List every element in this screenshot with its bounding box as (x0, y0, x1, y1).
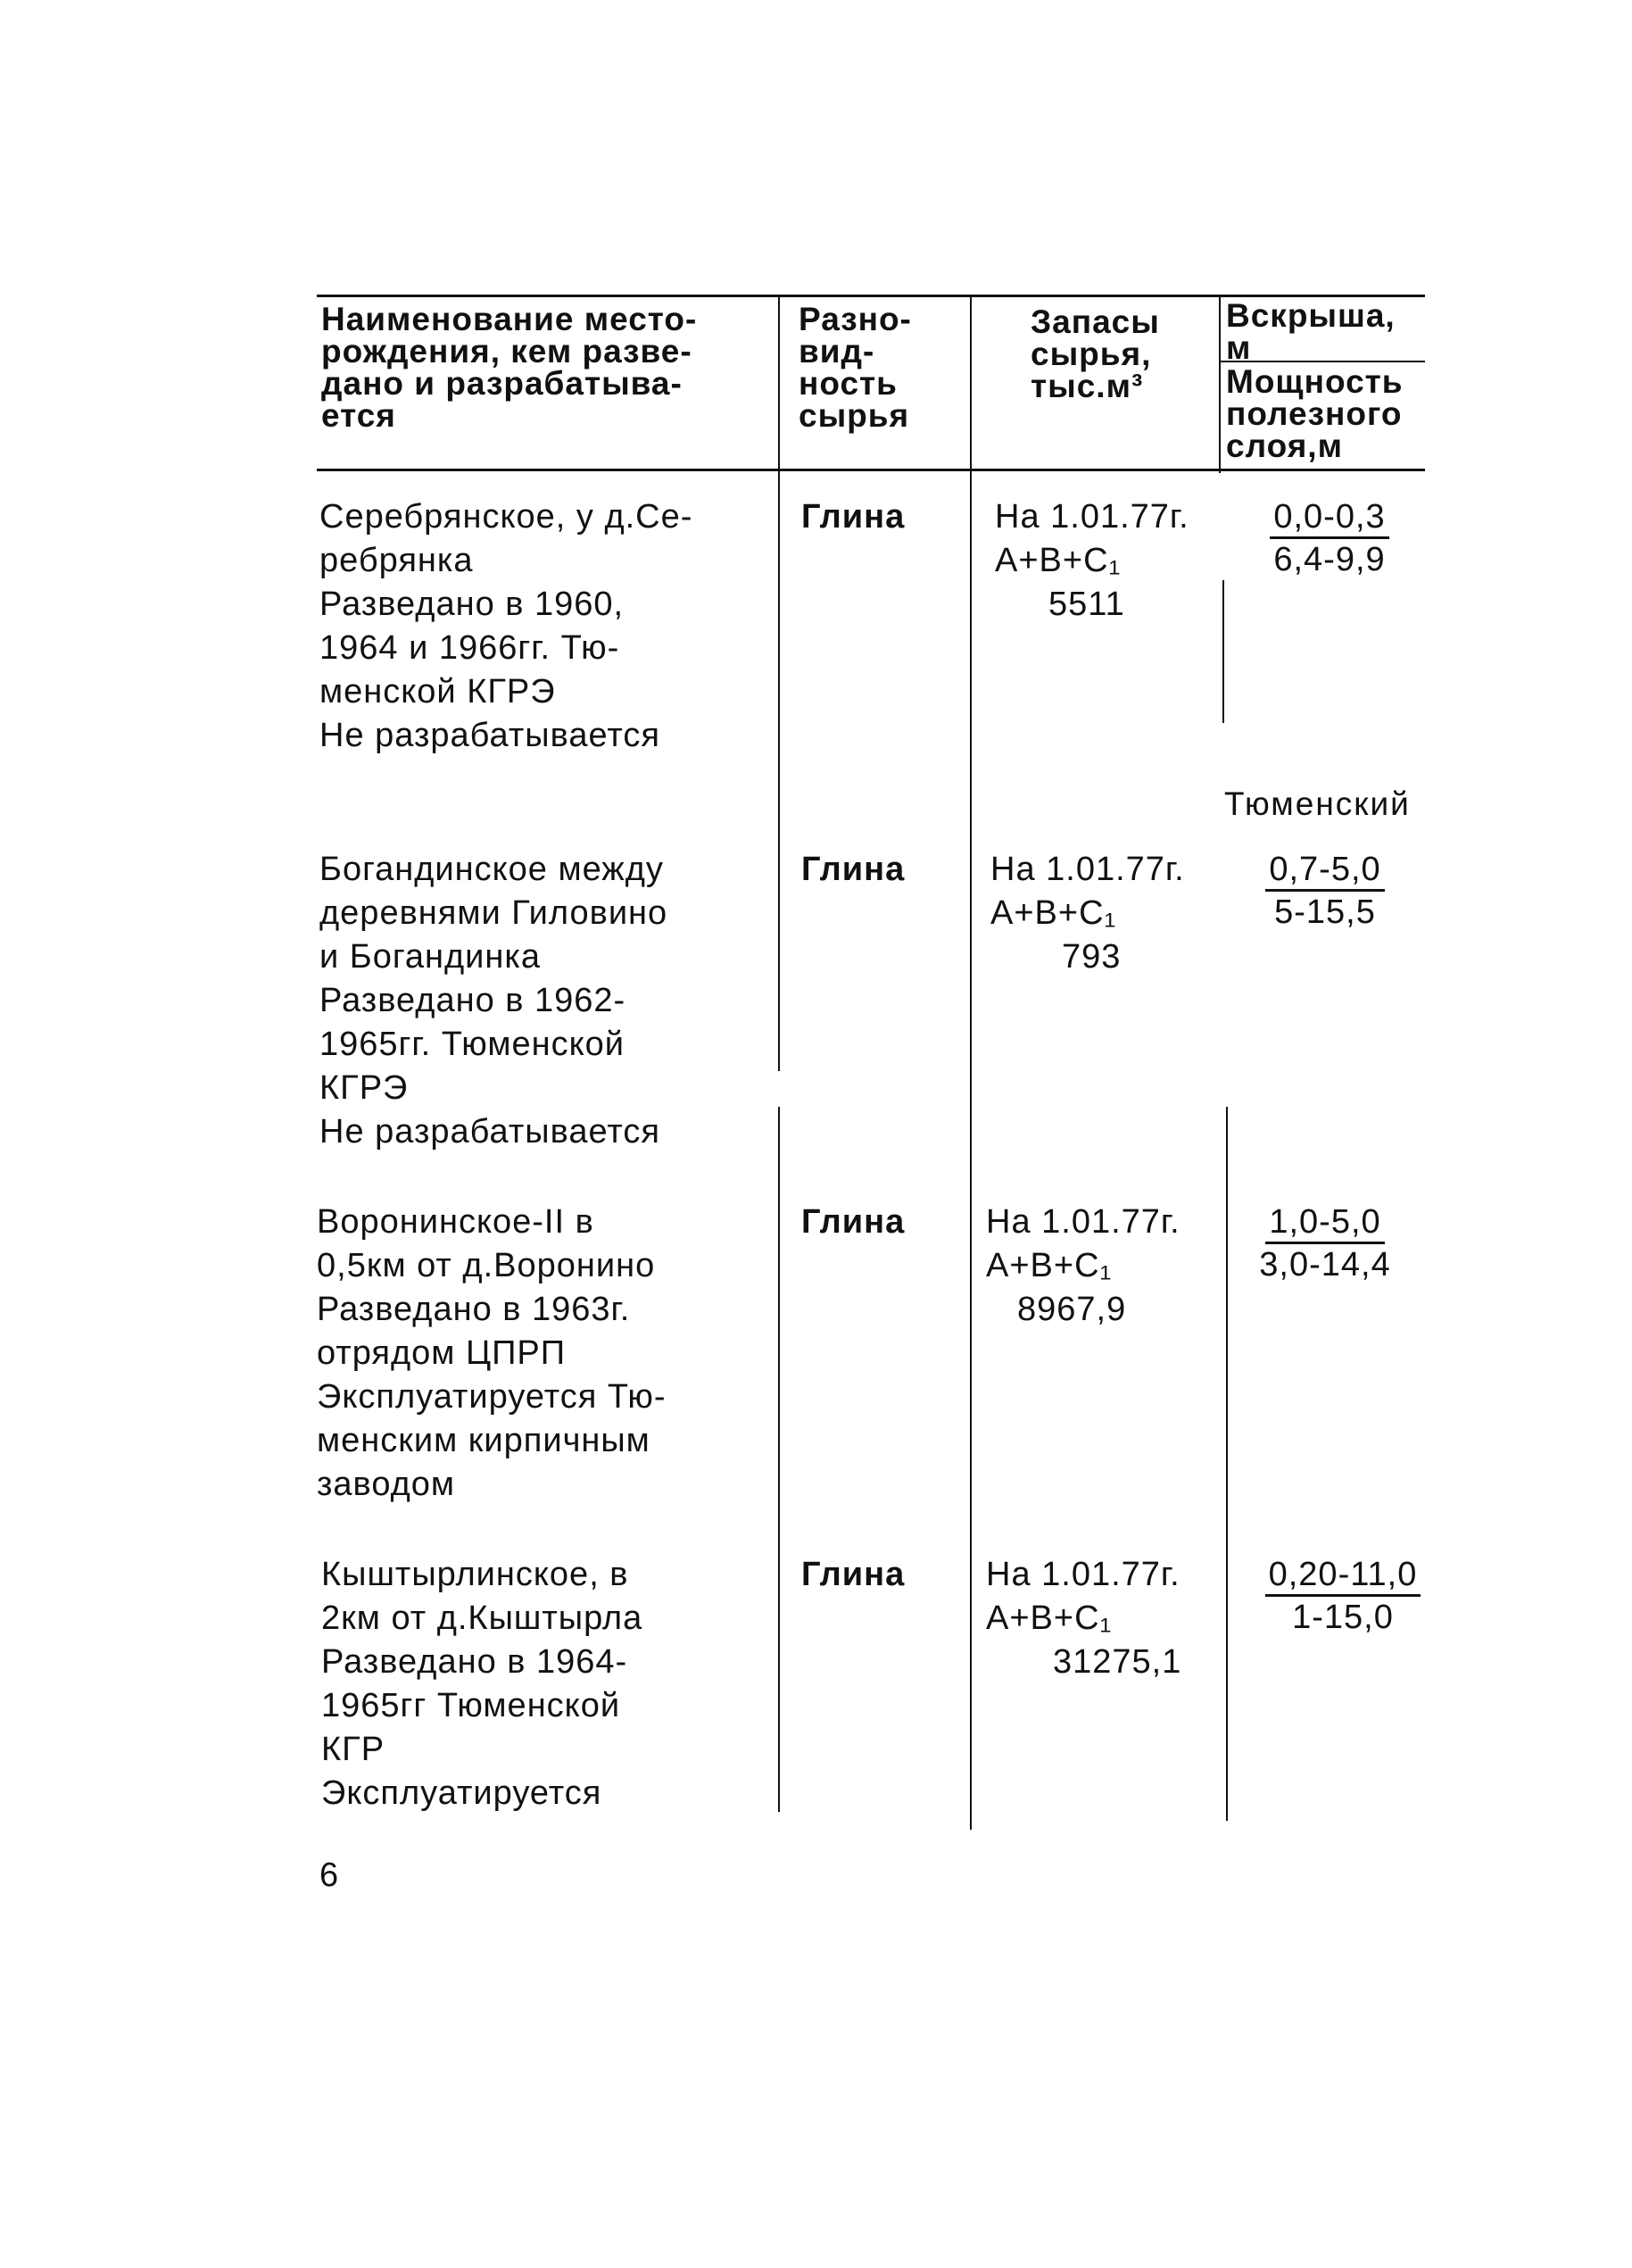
row-2-name: Богандинское между деревнями Гиловино и Богандинка Разведано в 1962- 1965гг. Тюменской КГРЭ Не разрабатывается (319, 851, 668, 1151)
thickness-value: 3,0-14,4 (1259, 1246, 1391, 1284)
thickness-value: 5-15,5 (1274, 893, 1376, 931)
row-1-overburden-thickness (1245, 495, 1414, 580)
row-2-reserves: На 1.01.77г. А+В+С₁ 793 (990, 851, 1185, 976)
header-thickness: Мощность полезного слоя,м (1226, 363, 1404, 464)
column-divider-1 (778, 295, 780, 1071)
page-number: 6 (319, 1857, 339, 1894)
overburden-value: 0,0-0,3 (1270, 497, 1388, 539)
column-divider-2 (970, 295, 972, 1830)
header-bottom-rule (317, 469, 1425, 471)
header-name: Наименование место- рождения, кем разве- дано и разрабатыва- ется (321, 301, 698, 434)
row-2-variety: Глина (801, 851, 906, 888)
thickness-value: 1-15,0 (1292, 1599, 1394, 1636)
column-divider-3b (1222, 580, 1224, 723)
row-4-variety: Глина (801, 1556, 906, 1593)
thickness-value: 6,4-9,9 (1273, 541, 1386, 578)
row-3-variety: Глина (801, 1203, 906, 1241)
header-overburden: Вскрыша, м (1226, 297, 1396, 366)
column-divider-1b (778, 1107, 780, 1812)
row-1-reserves: На 1.01.77г. А+В+С₁ 5511 (995, 498, 1189, 623)
column-divider-3 (1219, 295, 1221, 473)
row-3-reserves: На 1.01.77г. А+В+С₁ 8967,9 (986, 1203, 1181, 1328)
continuation-label: Тюменский (1224, 785, 1411, 822)
header-reserves: Запасы сырья, тыс.м³ (1031, 303, 1160, 404)
overburden-value: 1,0-5,0 (1265, 1202, 1384, 1244)
overburden-value: 0,20-11,0 (1265, 1555, 1421, 1597)
row-3-name: Воронинское-II в 0,5км от д.Воронино Разведано в 1963г. отрядом ЦПРП Эксплуатируется Тю- менским кирпичным заводом (317, 1203, 667, 1503)
header-variety: Разно- вид- ность сырья (799, 301, 912, 434)
row-1-name: Серебрянское, у д.Се- ребрянка Разведано в 1960, 1964 и 1966гг. Тю- менской КГРЭ Не разрабатывается (319, 498, 693, 754)
column-divider-3c (1226, 1107, 1228, 1821)
row-4-overburden-thickness (1245, 1553, 1441, 1638)
row-3-overburden-thickness (1240, 1200, 1410, 1285)
row-4-name: Кыштырлинское, в 2км от д.Кыштырла Разведано в 1964- 1965гг Тюменской КГР Эксплуатируется (321, 1556, 643, 1812)
row-2-overburden-thickness (1240, 848, 1410, 933)
row-4-reserves: На 1.01.77г. А+В+С₁ 31275,1 (986, 1556, 1182, 1681)
overburden-value: 0,7-5,0 (1265, 850, 1384, 892)
row-1-variety: Глина (801, 498, 906, 536)
